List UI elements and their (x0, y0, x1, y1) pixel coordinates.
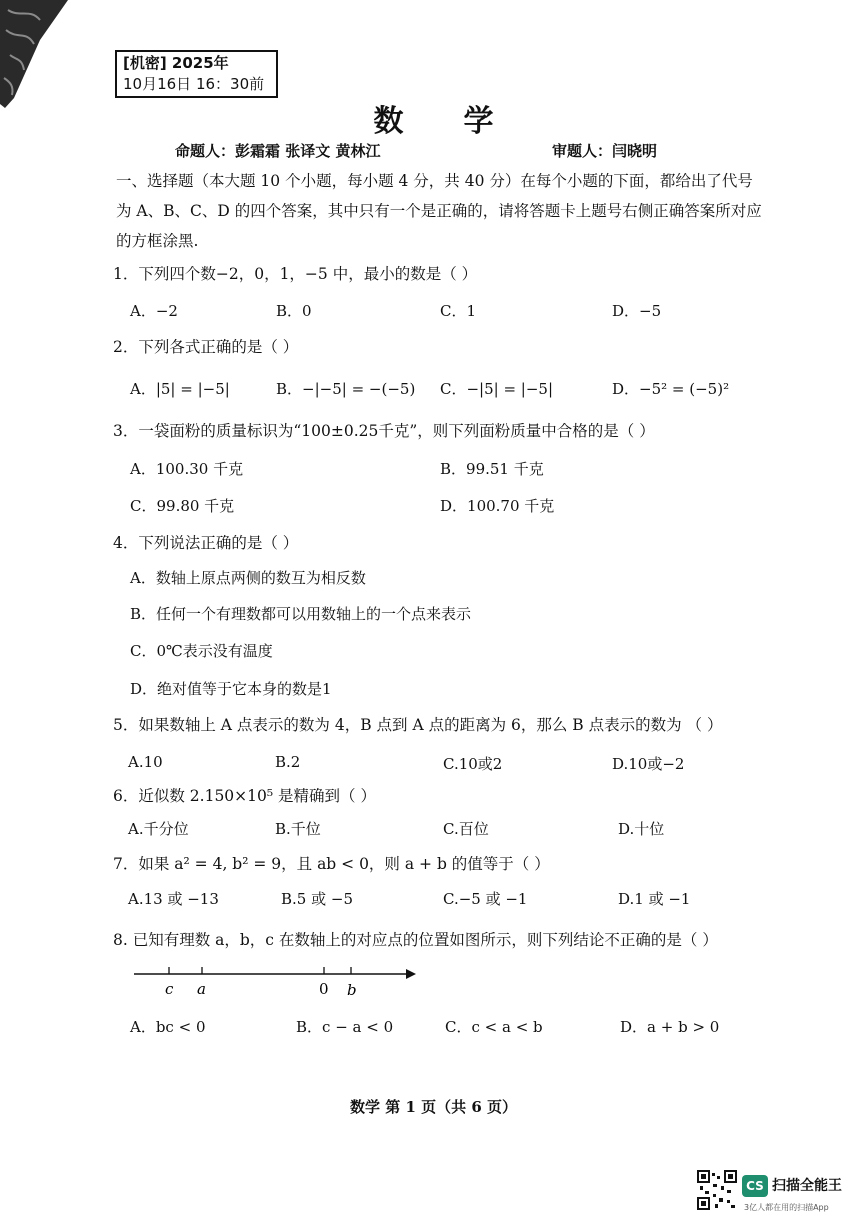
section-instructions: 一、选择题（本大题 10 个小题，每小题 4 分，共 40 分）在每个小题的下面，都给出了代号为 A、B、C、D 的四个答案，其中只有一个是正确的，请将答题卡上题号右侧正确答案所对应的方框涂黑. (116, 172, 762, 250)
page-footer: 数学 第 1 页（共 6 页） (350, 1098, 517, 1116)
number-line-figure (128, 962, 418, 1002)
q8-option-b: B．c − a < 0 (296, 1018, 394, 1036)
secret-line-2: 10月16日 16：30前 (123, 75, 265, 93)
qr-code-icon (697, 1170, 737, 1210)
question-7-stem: 7．如果 a² = 4, b² = 9，且 ab < 0，则 a + b 的值等于（ ） (113, 855, 550, 873)
secret-line-1: [机密] 2025年 (123, 54, 229, 72)
scanner-slogan: 3亿人都在用的扫描App (744, 1203, 829, 1212)
q8-option-a: A．bc < 0 (130, 1018, 206, 1036)
question-3-stem: 3．一袋面粉的质量标识为“100±0.25千克”，则下列面粉质量中合格的是（ ） (113, 422, 655, 440)
q4-option-b: B．任何一个有理数都可以用数轴上的一个点来表示 (130, 605, 472, 623)
q1-option-c: C．1 (440, 302, 477, 320)
number-line-arrow (406, 969, 416, 979)
q5-option-b: B.2 (275, 753, 301, 771)
q5-option-a: A.10 (128, 753, 163, 771)
q7-option-d: D.1 或 −1 (618, 890, 691, 908)
page-title: 数学 (373, 104, 554, 139)
torn-corner-decoration (0, 0, 70, 110)
confidential-stamp (115, 50, 278, 98)
q1-option-b: B．0 (276, 302, 312, 320)
q4-option-d: D．绝对值等于它本身的数是1 (130, 680, 332, 698)
scanner-app-name: 扫描全能王 (772, 1178, 842, 1194)
q8-option-d: D．a + b > 0 (620, 1018, 720, 1036)
reviewer: 审题人：闫晓明 (552, 142, 658, 160)
q5-option-c: C.10或2 (443, 755, 503, 773)
question-4-stem: 4．下列说法正确的是（ ） (113, 534, 299, 552)
camscanner-logo-icon: CS (742, 1175, 768, 1197)
question-1-stem: 1．下列四个数−2，0，1，−5 中，最小的数是（ ） (113, 265, 478, 283)
q3-option-d: D．100.70 千克 (440, 497, 555, 515)
q1-option-a: A．−2 (130, 302, 178, 320)
setters: 命题人：彭霜霜 张译文 黄林江 (175, 142, 381, 160)
q5-option-d: D.10或−2 (612, 755, 685, 773)
q6-option-b: B.千位 (275, 820, 321, 838)
question-5-stem: 5．如果数轴上 A 点表示的数为 4，B 点到 A 点的距离为 6，那么 B 点表示的数为 （ ） (113, 716, 723, 734)
question-6-stem: 6．近似数 2.150×10⁵ 是精确到（ ） (113, 787, 376, 805)
q3-option-b: B．99.51 千克 (440, 460, 544, 478)
label-b: b (347, 981, 357, 999)
q2-option-d: D．−5² = (−5)² (612, 380, 730, 398)
q7-option-b: B.5 或 −5 (281, 890, 353, 908)
question-8-stem: 8. 已知有理数 a，b，c 在数轴上的对应点的位置如图所示，则下列结论不正确的是（ ） (113, 931, 718, 949)
q7-option-c: C.−5 或 −1 (443, 890, 528, 908)
q4-option-c: C．0℃表示没有温度 (130, 642, 273, 660)
q3-option-c: C．99.80 千克 (130, 497, 235, 515)
q2-option-b: B．−|−5| = −(−5) (276, 380, 416, 398)
q2-option-a: A．|5| = |−5| (130, 380, 230, 398)
q6-option-d: D.十位 (618, 820, 665, 838)
q6-option-c: C.百位 (443, 820, 489, 838)
q7-option-a: A.13 或 −13 (128, 890, 219, 908)
label-c: c (165, 980, 174, 998)
q3-option-a: A．100.30 千克 (130, 460, 244, 478)
label-a: a (197, 980, 206, 998)
q6-option-a: A.千分位 (128, 820, 189, 838)
q4-option-a: A．数轴上原点两侧的数互为相反数 (130, 569, 366, 587)
q8-option-c: C．c < a < b (445, 1018, 543, 1036)
question-2-stem: 2．下列各式正确的是（ ） (113, 338, 299, 356)
q1-option-d: D．−5 (612, 302, 662, 320)
label-zero: 0 (319, 980, 329, 998)
q2-option-c: C．−|5| = |−5| (440, 380, 554, 398)
